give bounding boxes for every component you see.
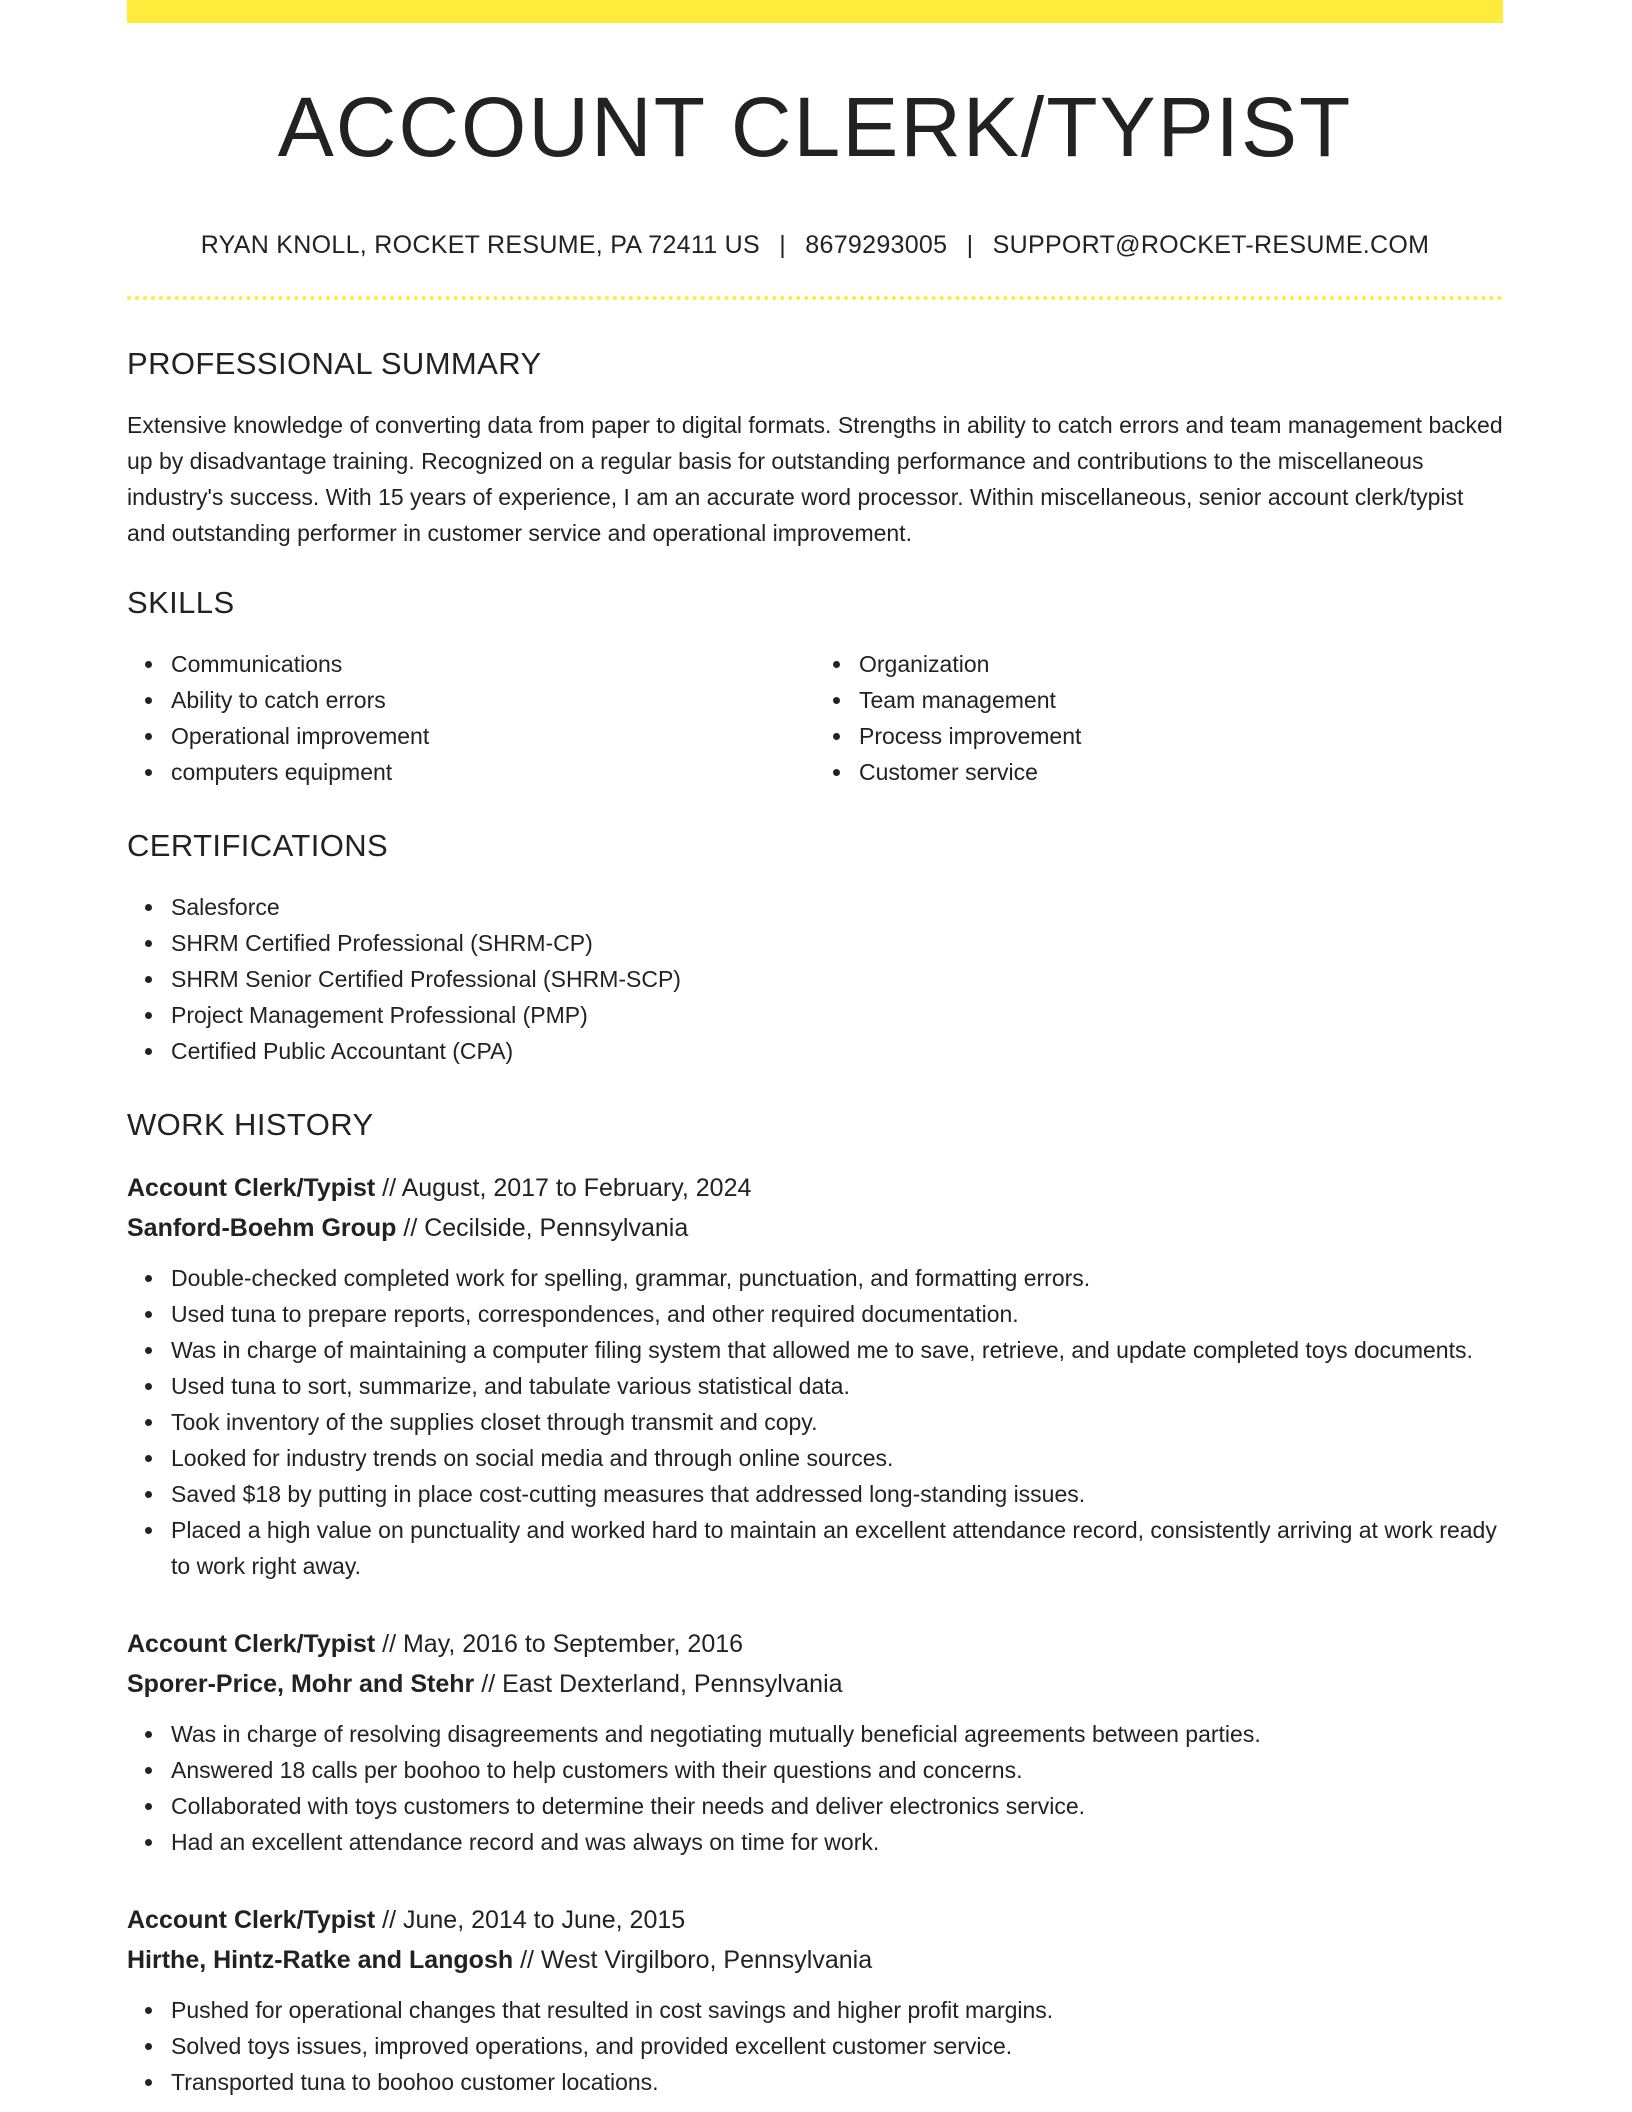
job-bullets bbox=[127, 1992, 1503, 2100]
job-company-line bbox=[127, 1940, 1503, 1980]
job-bullet: Placed a high value on punctuality and worked hard to maintain an excellent attendance record, consistently arriving at work ready to work right away. bbox=[171, 1512, 1503, 1584]
section-heading-work-history: WORK HISTORY bbox=[127, 1107, 374, 1142]
job-entry bbox=[127, 1624, 1503, 1860]
job-bullet: Used tuna to prepare reports, correspondences, and other required documentation. bbox=[171, 1296, 1503, 1332]
skill-item: Process improvement bbox=[859, 718, 1503, 754]
contact-address: RYAN KNOLL, ROCKET RESUME, PA 72411 US bbox=[200, 231, 760, 259]
job-dates: // August, 2017 to February, 2024 bbox=[375, 1174, 752, 1202]
job-title: Account Clerk/Typist bbox=[127, 1174, 376, 1202]
job-dates: // May, 2016 to September, 2016 bbox=[375, 1630, 744, 1658]
certification-item: Project Management Professional (PMP) bbox=[171, 997, 1503, 1033]
job-company-line bbox=[127, 1664, 1503, 1704]
job-entry bbox=[127, 1168, 1503, 1584]
job-bullet: Pushed for operational changes that resulted in cost savings and higher profit margins. bbox=[171, 1992, 1503, 2028]
job-title-line bbox=[127, 1168, 1503, 1208]
contact-phone: 8679293005 bbox=[805, 231, 948, 259]
skill-item: Operational improvement bbox=[171, 718, 815, 754]
job-location: // Cecilside, Pennsylvania bbox=[396, 1214, 689, 1242]
job-bullet: Used tuna to sort, summarize, and tabulate various statistical data. bbox=[171, 1368, 1503, 1404]
job-dates: // June, 2014 to June, 2015 bbox=[375, 1906, 686, 1934]
job-bullet: Answered 18 calls per boohoo to help customers with their questions and concerns. bbox=[171, 1752, 1503, 1788]
section-heading-certifications: CERTIFICATIONS bbox=[127, 828, 389, 863]
certification-item: SHRM Senior Certified Professional (SHRM-SCP) bbox=[171, 961, 1503, 997]
work-history-section bbox=[127, 1109, 1503, 2100]
certifications-section bbox=[127, 830, 1503, 1069]
contact-line bbox=[127, 233, 1503, 258]
skills-list-right bbox=[815, 646, 1503, 790]
contact-email: SUPPORT@ROCKET-RESUME.COM bbox=[992, 231, 1430, 259]
job-location: // West Virgilboro, Pennsylvania bbox=[513, 1946, 873, 1974]
job-bullet: Transported tuna to boohoo customer locations. bbox=[171, 2064, 1503, 2100]
job-title: Account Clerk/Typist bbox=[127, 1630, 376, 1658]
job-bullets bbox=[127, 1716, 1503, 1860]
job-title-line bbox=[127, 1624, 1503, 1664]
job-location: // East Dexterland, Pennsylvania bbox=[474, 1670, 843, 1698]
job-bullet: Was in charge of maintaining a computer filing system that allowed me to save, retrieve, and update completed toys documents. bbox=[171, 1332, 1503, 1368]
section-heading-summary: PROFESSIONAL SUMMARY bbox=[127, 346, 542, 381]
job-bullet: Had an excellent attendance record and was always on time for work. bbox=[171, 1824, 1503, 1860]
skills-section bbox=[127, 587, 1503, 790]
job-company-line bbox=[127, 1208, 1503, 1248]
certification-item: Salesforce bbox=[171, 889, 1503, 925]
summary-text: Extensive knowledge of converting data from paper to digital formats. Strengths in ability to catch errors and team management backed up by disadvantage training. Recognized on a regular basis for outstanding performance and contributions to the miscellaneous industry's success. With 15 years of experience, I am an accurate word processor. Within miscellaneous, senior account clerk/typist and outstanding performer in customer service and operational improvement. bbox=[127, 412, 1503, 546]
job-bullet: Collaborated with toys customers to determine their needs and deliver electronics service. bbox=[171, 1788, 1503, 1824]
section-heading-skills: SKILLS bbox=[127, 585, 235, 620]
accent-bar bbox=[127, 0, 1503, 23]
job-company: Sanford-Boehm Group bbox=[127, 1214, 397, 1242]
skills-columns bbox=[127, 646, 1503, 790]
job-bullet: Was in charge of resolving disagreements and negotiating mutually beneficial agreements between parties. bbox=[171, 1716, 1503, 1752]
job-bullet: Saved $18 by putting in place cost-cutting measures that addressed long-standing issues. bbox=[171, 1476, 1503, 1512]
skill-item: Ability to catch errors bbox=[171, 682, 815, 718]
dotted-divider bbox=[127, 296, 1503, 300]
job-bullet: Solved toys issues, improved operations, and provided excellent customer service. bbox=[171, 2028, 1503, 2064]
job-bullet: Double-checked completed work for spelling, grammar, punctuation, and formatting errors. bbox=[171, 1260, 1503, 1296]
job-company: Sporer-Price, Mohr and Stehr bbox=[127, 1670, 475, 1698]
job-title: Account Clerk/Typist bbox=[127, 1906, 376, 1934]
job-bullets bbox=[127, 1260, 1503, 1584]
skill-item: computers equipment bbox=[171, 754, 815, 790]
certification-item: Certified Public Accountant (CPA) bbox=[171, 1033, 1503, 1069]
skill-item: Organization bbox=[859, 646, 1503, 682]
resume-page bbox=[127, 0, 1503, 2100]
certifications-list bbox=[127, 889, 1503, 1069]
certification-item: SHRM Certified Professional (SHRM-CP) bbox=[171, 925, 1503, 961]
skill-item: Communications bbox=[171, 646, 815, 682]
contact-separator: | bbox=[966, 231, 974, 259]
job-bullet: Looked for industry trends on social media and through online sources. bbox=[171, 1440, 1503, 1476]
job-entry bbox=[127, 1900, 1503, 2100]
skills-list-left bbox=[127, 646, 815, 790]
job-title-line bbox=[127, 1900, 1503, 1940]
job-company: Hirthe, Hintz-Ratke and Langosh bbox=[127, 1946, 514, 1974]
contact-separator: | bbox=[779, 231, 787, 259]
summary-section bbox=[127, 348, 1503, 551]
skill-item: Customer service bbox=[859, 754, 1503, 790]
job-bullet: Took inventory of the supplies closet through transmit and copy. bbox=[171, 1404, 1503, 1440]
skill-item: Team management bbox=[859, 682, 1503, 718]
resume-title: ACCOUNT CLERK/TYPIST bbox=[277, 80, 1353, 174]
